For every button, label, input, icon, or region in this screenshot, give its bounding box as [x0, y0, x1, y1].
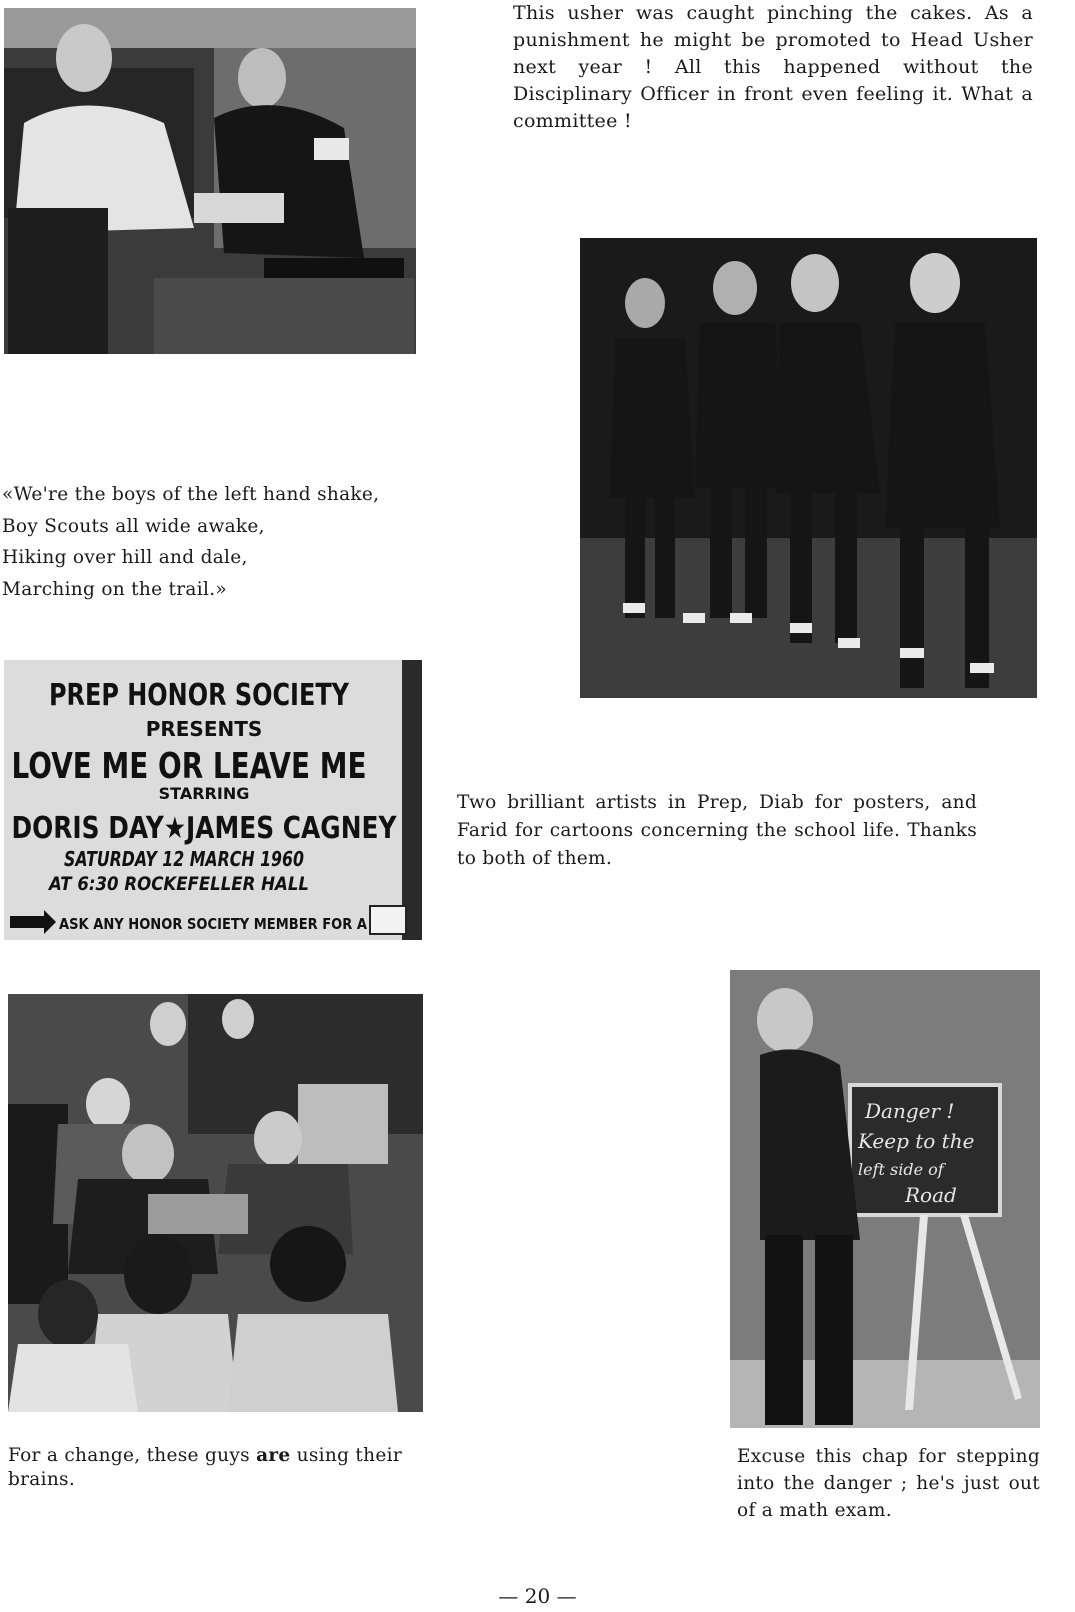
chess-caption-bold: are [256, 1445, 291, 1466]
song-line: Hiking over hill and dale, [2, 547, 248, 568]
chess-caption-end: using their brains. [8, 1445, 402, 1490]
poster-line: AT 6:30 ROCKEFELLER HALL [47, 873, 309, 895]
poster-line: DORIS DAY★JAMES CAGNEY [11, 811, 398, 846]
chalkboard-line: Road [905, 1183, 957, 1207]
poster-line: PREP HONOR SOCIETY [49, 678, 351, 713]
page-number: — 20 — [498, 1584, 577, 1608]
danger-caption: Excuse this chap for stepping into the danger ; he's just out of a math exam. [737, 1446, 1040, 1521]
chalkboard-line: Keep to the [858, 1129, 975, 1153]
poster-line: ASK ANY HONOR SOCIETY MEMBER FOR A [59, 915, 368, 933]
chess-caption-start: For a change, these guys [8, 1445, 257, 1466]
scouts-song [2, 479, 442, 605]
song-line: «We're the boys of the left hand shake, [2, 484, 380, 505]
honor-society-poster-photo [4, 660, 422, 940]
song-line: Boy Scouts all wide awake, [2, 515, 265, 537]
poster-line: SATURDAY 12 MARCH 1960 [64, 847, 305, 871]
usher-photo [4, 8, 416, 354]
poster-line: LOVE ME OR LEAVE ME [11, 746, 367, 787]
usher-caption: This usher was caught pinching the cakes. As a punishment he might be promoted to Head Usher next year ! All this happened without the Disciplinary Officer in front even feeling it. What a committee ! [513, 2, 1033, 132]
chess-photo [8, 994, 423, 1412]
poster-line: STARRING [158, 784, 250, 803]
danger-photo [730, 970, 1040, 1428]
poster-line: PRESENTS [145, 717, 263, 741]
scouts-photo [580, 238, 1037, 698]
chess-caption [8, 1444, 463, 1492]
chalkboard-line: Danger ! [865, 1099, 955, 1123]
song-line: Marching on the trail.» [2, 578, 227, 600]
chalkboard-line: left side of [858, 1160, 944, 1179]
artists-caption: Two brilliant artists in Prep, Diab for posters, and Farid for cartoons concerning the school life. Thanks to both of them. [457, 792, 977, 869]
